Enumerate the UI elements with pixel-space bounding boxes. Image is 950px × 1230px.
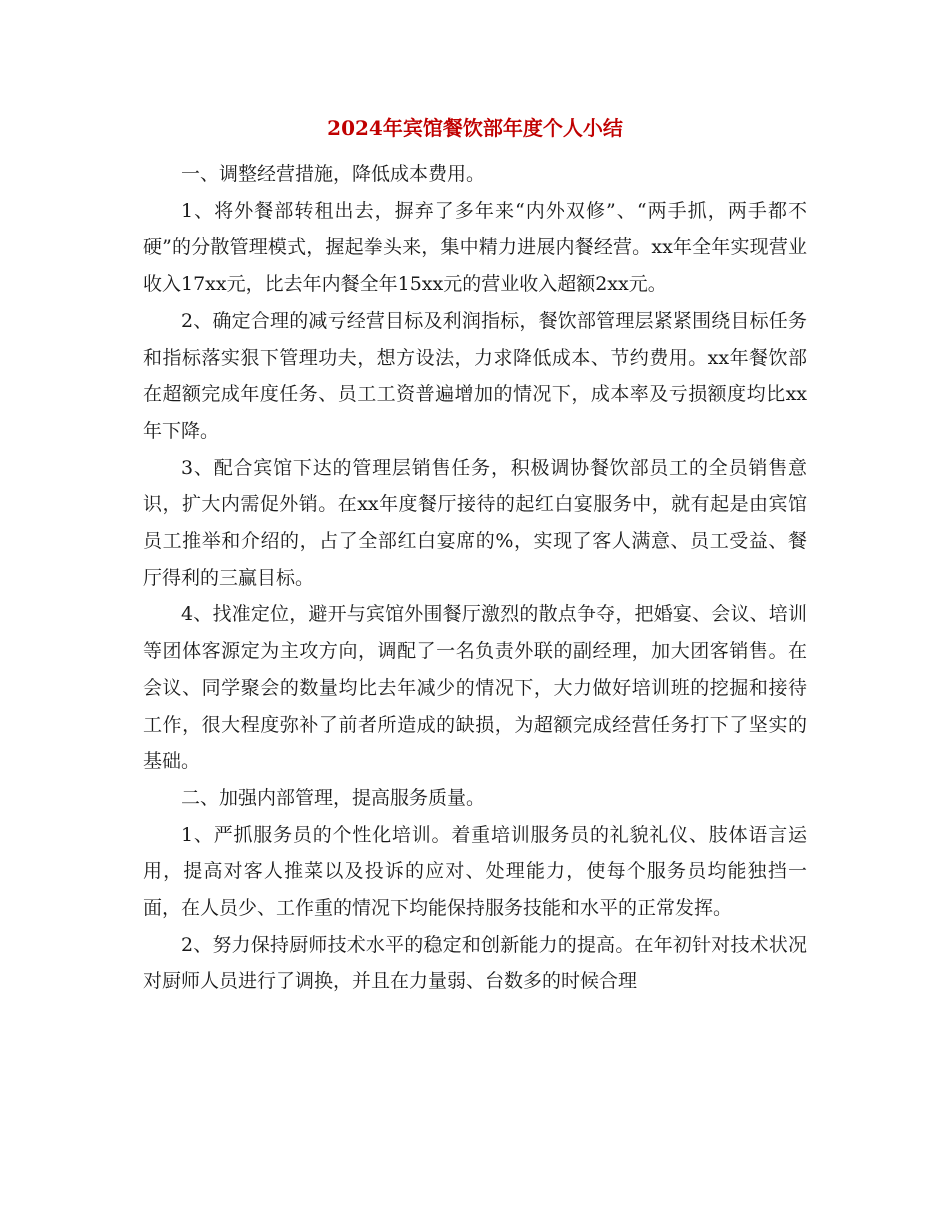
paragraph: 2、努力保持厨师技术水平的稳定和创新能力的提高。在年初针对技术状况对厨师人员进行了调换，并且在力量弱、台数多的时候合理 bbox=[143, 933, 807, 993]
paragraph: 1、将外餐部转租出去，摒弃了多年来“内外双修”、“两手抓，两手都不硬”的分散管理模式，握起拳头来，集中精力进展内餐经营。xx年全年实现营业收入17xx元，比去年内餐全年15xx元的营业收入超额2xx元。 bbox=[143, 199, 807, 296]
paragraph: 3、配合宾馆下达的管理层销售任务，积极调协餐饮部员工的全员销售意识，扩大内需促外销。在xx年度餐厅接待的起红白宴服务中，就有起是由宾馆员工推举和介绍的，占了全部红白宴席的%，实现了客人满意、员工受益、餐厅得利的三赢目标。 bbox=[143, 456, 807, 589]
document-body bbox=[143, 156, 807, 1000]
section-heading-1: 一、调整经营措施，降低成本费用。 bbox=[181, 163, 486, 185]
paragraph: 1、严抓服务员的个性化培训。着重培训服务员的礼貌礼仪、肢体语言运用，提高对客人推菜以及投诉的应对、处理能力，使每个服务员均能独挡一面，在人员少、工作重的情况下均能保持服务技能和水平的正常发挥。 bbox=[143, 823, 807, 920]
paragraph: 4、找准定位，避开与宾馆外围餐厅激烈的散点争夺，把婚宴、会议、培训等团体客源定为主攻方向，调配了一名负责外联的副经理，加大团客销售。在会议、同学聚会的数量均比去年减少的情况下，大力做好培训班的挖掘和接待工作，很大程度弥补了前者所造成的缺损，为超额完成经营任务打下了坚实的基础。 bbox=[143, 603, 807, 773]
section-heading-2: 二、加强内部管理，提高服务质量。 bbox=[181, 786, 486, 809]
paragraph: 2、确定合理的减亏经营目标及利润指标，餐饮部管理层紧紧围绕目标任务和指标落实狠下管理功夫，想方设法，力求降低成本、节约费用。xx年餐饮部在超额完成年度任务、员工工资普遍增加的情况下，成本率及亏损额度均比xx年下降。 bbox=[143, 309, 807, 442]
document-title: 2024年宾馆餐饮部年度个人小结 bbox=[327, 116, 623, 140]
